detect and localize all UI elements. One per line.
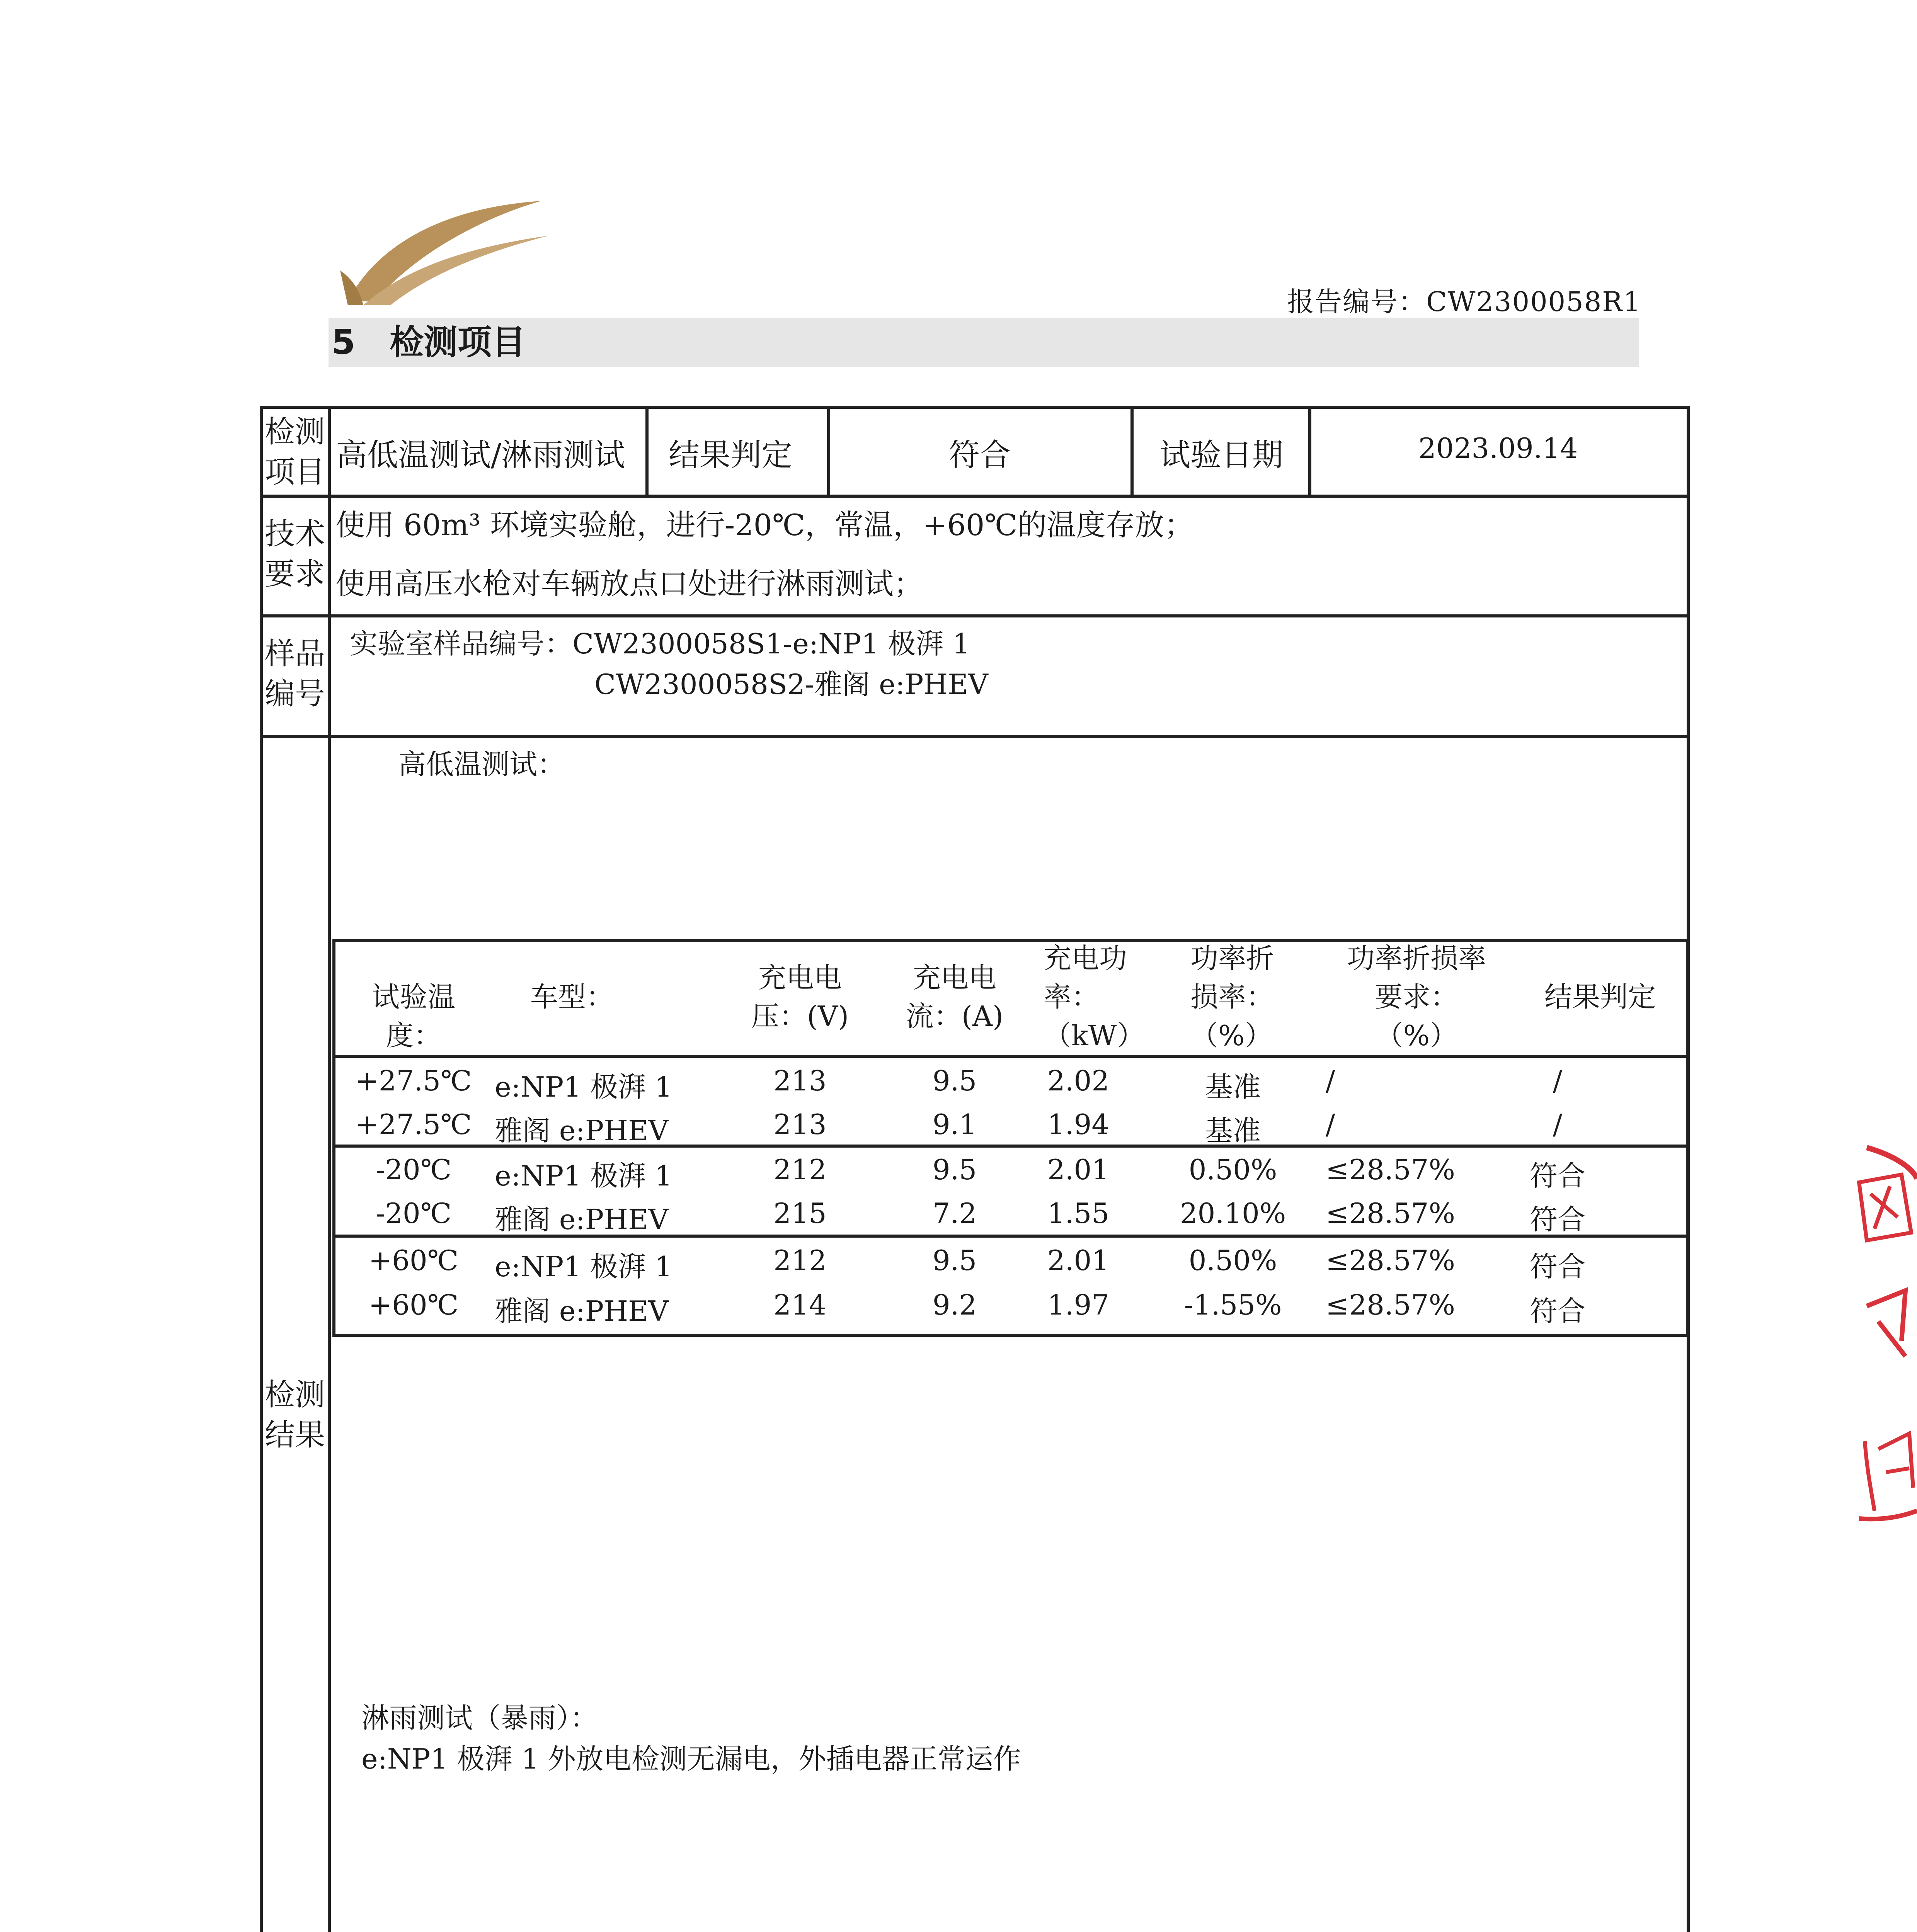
section-title (332, 318, 526, 367)
column-divider (1308, 409, 1311, 495)
table-left-border (332, 939, 335, 1337)
cell-power: 2.02 (1047, 1065, 1110, 1097)
cell-current: 9.5 (932, 1244, 977, 1277)
cell-voltage: 212 (773, 1244, 827, 1277)
column-divider (1130, 409, 1134, 495)
cell-loss-rate: 0.50% (1188, 1244, 1277, 1277)
cell-current: 9.5 (932, 1065, 977, 1097)
header-test-temp: 试验温度： (371, 981, 455, 1052)
cell-current: 9.1 (932, 1108, 977, 1141)
cell-requirement: ≤28.57% (1326, 1289, 1455, 1321)
label-column-divider (328, 409, 331, 1932)
cell-vehicle: 雅阁 e:PHEV (495, 1114, 669, 1147)
cell-temp: +27.5℃ (355, 1108, 472, 1141)
cell-vehicle: e:NP1 极湃 1 (495, 1250, 672, 1283)
date-label: 试验日期 (1159, 437, 1283, 473)
sample-line2: CW2300058S2-雅阁 e:PHEV (594, 668, 988, 701)
cell-temp: +60℃ (368, 1244, 459, 1277)
requirements-label: 技术 要求 (264, 517, 325, 592)
cell-vehicle: e:NP1 极湃 1 (495, 1071, 672, 1103)
cell-result: / (1553, 1065, 1563, 1097)
cell-power: 1.97 (1047, 1289, 1110, 1321)
cell-voltage: 213 (773, 1108, 827, 1141)
requirements-line1: 使用 60m³ 环境实验舱，进行-20℃，常温，+60℃的温度存放； (335, 508, 1194, 542)
section-title-text: 检测项目 (390, 322, 526, 362)
cell-vehicle: e:NP1 极湃 1 (495, 1160, 672, 1192)
date-value: 2023.09.14 (1418, 432, 1578, 464)
cell-requirement: ≤28.57% (1326, 1197, 1455, 1230)
cell-power: 2.01 (1047, 1244, 1110, 1277)
cell-current: 9.5 (932, 1153, 977, 1186)
column-divider (645, 409, 649, 495)
cell-result: 符合 (1529, 1250, 1585, 1283)
cell-loss-rate: 基准 (1205, 1114, 1261, 1147)
seal-stamp (1844, 1140, 1917, 1526)
item-label: 检测 项目 (264, 415, 325, 490)
sample-label: 样品 编号 (264, 636, 325, 711)
header-result: 结果判定 (1544, 981, 1656, 1013)
column-divider (827, 409, 830, 495)
cell-vehicle: 雅阁 e:PHEV (495, 1203, 669, 1236)
table-bottom-border (332, 1334, 1689, 1337)
cell-requirement: ≤28.57% (1326, 1244, 1455, 1277)
cell-result: 符合 (1529, 1160, 1585, 1192)
cell-power: 1.94 (1047, 1108, 1110, 1141)
cell-temp: -20℃ (375, 1197, 452, 1230)
row-divider (263, 614, 1687, 617)
header-loss-requirement: 功率折损率 要求： （%） (1347, 942, 1486, 1052)
cell-loss-rate: -1.55% (1184, 1289, 1282, 1321)
report-number: 报告编号：CW2300058R1 (1287, 286, 1641, 318)
cell-temp: -20℃ (375, 1153, 452, 1186)
row-divider (263, 735, 1687, 738)
cell-requirement: / (1326, 1065, 1335, 1097)
cell-voltage: 214 (773, 1289, 827, 1321)
cell-temp: +27.5℃ (355, 1065, 472, 1097)
cell-result: 符合 (1529, 1203, 1585, 1236)
rain-test-result: e:NP1 极湃 1 外放电检测无漏电，外插电器正常运作 (361, 1743, 1021, 1775)
table-right-border (1686, 939, 1689, 1337)
header-voltage: 充电电 压：(V) (751, 961, 849, 1032)
header-divider (332, 1055, 1689, 1058)
header-loss-rate: 功率折 损率： （%） (1190, 942, 1274, 1052)
cell-voltage: 215 (773, 1197, 827, 1230)
temp-test-title: 高低温测试： (398, 748, 565, 781)
result-label: 结果判定 (669, 437, 792, 473)
cell-voltage: 212 (773, 1153, 827, 1186)
cell-temp: +60℃ (368, 1289, 459, 1321)
cell-loss-rate: 基准 (1205, 1071, 1261, 1103)
requirements-line2: 使用高压水枪对车辆放点口处进行淋雨测试； (335, 566, 923, 601)
cell-voltage: 213 (773, 1065, 827, 1097)
cell-result: / (1553, 1108, 1563, 1141)
cell-result: 符合 (1529, 1295, 1585, 1327)
cell-requirement: ≤28.57% (1326, 1153, 1455, 1186)
cell-current: 7.2 (932, 1197, 977, 1230)
item-value: 高低温测试/淋雨测试 (336, 437, 625, 473)
cell-power: 2.01 (1047, 1153, 1110, 1186)
cell-requirement: / (1326, 1108, 1335, 1141)
results-label: 检测 结果 (264, 1378, 325, 1452)
cell-vehicle: 雅阁 e:PHEV (495, 1295, 669, 1327)
result-value: 符合 (949, 437, 1011, 473)
header-current: 充电电 流：(A) (906, 961, 1004, 1032)
header-power: 充电功 率： （kW） (1044, 942, 1145, 1052)
cell-power: 1.55 (1047, 1197, 1110, 1230)
cell-current: 9.2 (932, 1289, 977, 1321)
row-divider (263, 495, 1687, 498)
company-logo (340, 193, 557, 309)
cell-loss-rate: 20.10% (1180, 1197, 1286, 1230)
rain-test-title: 淋雨测试（暴雨）： (361, 1702, 598, 1734)
header-vehicle: 车型： (530, 981, 614, 1013)
cell-loss-rate: 0.50% (1188, 1153, 1277, 1186)
temperature-test-table (332, 939, 1689, 1337)
section-number: 5 (332, 322, 356, 362)
sample-line1: 实验室样品编号：CW2300058S1-e:NP1 极湃 1 (350, 628, 970, 660)
